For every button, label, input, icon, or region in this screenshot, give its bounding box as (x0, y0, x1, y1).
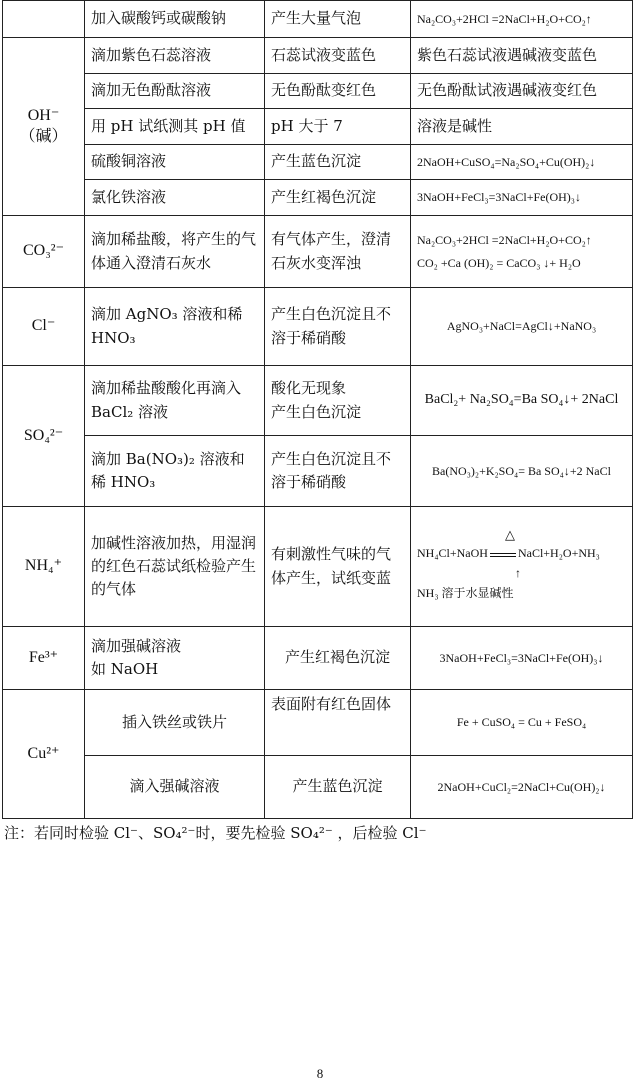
equation-cell: Ba(NO₃)₂+K₂SO₄= Ba SO₄↓+2 NaCl (411, 436, 633, 507)
footnote: 注：若同时检验 Cl⁻、SO₄²⁻时，要先检验 SO₄²⁻ ，后检验 Cl⁻ (4, 824, 427, 842)
table-row (3, 109, 633, 145)
equation-note: NH₃ 溶于水显碱性 (417, 586, 514, 601)
table-row (3, 627, 633, 690)
table-row (3, 145, 633, 180)
table-row (3, 690, 633, 756)
table-row (3, 288, 633, 366)
table-row (3, 756, 633, 819)
heat-symbol: △ (505, 527, 515, 543)
equals-sign (490, 553, 516, 557)
operation-cell: 氯化铁溶液 (85, 180, 265, 216)
ion-cell-so4: SO₄²⁻ (3, 366, 85, 507)
ion-cell (3, 1, 85, 38)
page-number: 8 (316, 1066, 324, 1081)
phenomenon-cell: 石蕊试液变蓝色 (265, 38, 411, 74)
equation-cell: 溶液是碱性 (411, 109, 633, 145)
ion-cell-cu: Cu²⁺ (3, 690, 85, 819)
table-row (3, 180, 633, 216)
table-row (3, 507, 633, 627)
ion-test-table-container (2, 0, 632, 819)
equation-cell: 紫色石蕊试液遇碱液变蓝色 (411, 38, 633, 74)
equation-cell: BaCl₂+ Na₂SO₄=Ba SO₄↓+ 2NaCl (411, 366, 633, 436)
operation-cell: 滴加稀盐酸，将产生的气体通入澄清石灰水 (85, 216, 265, 288)
equation-cell: AgNO₃+NaCl=AgCl↓+NaNO₃ (411, 288, 633, 366)
phenomenon-cell: 产生红褐色沉淀 (265, 180, 411, 216)
ion-cell-nh4: NH₄⁺ (3, 507, 85, 627)
phenomenon-cell: 产生白色沉淀且不溶于稀硝酸 (265, 288, 411, 366)
reaction-line (417, 542, 626, 565)
equation-cell: 无色酚酞试液遇碱液变红色 (411, 74, 633, 109)
equation-cell: Na₂CO₃+2HCl =2NaCl+H₂O+CO₂↑ (411, 1, 633, 38)
table-row (3, 366, 633, 436)
operation-cell: 加入碳酸钙或碳酸钠 (85, 1, 265, 38)
operation-cell: 滴加 AgNO₃ 溶液和稀 HNO₃ (85, 288, 265, 366)
table-row (3, 216, 633, 288)
reactants: NH₄Cl+NaOH (417, 546, 488, 561)
table-row (3, 436, 633, 507)
equation-cell: 2NaOH+CuSO₄=Na₂SO₄+Cu(OH)₂↓ (411, 145, 633, 180)
equation-cell (411, 507, 633, 627)
phenomenon-cell: 有刺激性气味的气体产生，试纸变蓝 (265, 507, 411, 627)
phenomenon-cell: 酸化无现象 产生白色沉淀 (265, 366, 411, 436)
ion-cell-cl: Cl⁻ (3, 288, 85, 366)
ion-cell-co3: CO₃²⁻ (3, 216, 85, 288)
phenomenon-cell: 产生蓝色沉淀 (265, 145, 411, 180)
ion-cell-fe: Fe³⁺ (3, 627, 85, 690)
equation-cell: 2NaOH+CuCl₂=2NaCl+Cu(OH)₂↓ (411, 756, 633, 819)
phenomenon-cell: 有气体产生，澄清石灰水变浑浊 (265, 216, 411, 288)
phenomenon-cell: 产生白色沉淀且不溶于稀硝酸 (265, 436, 411, 507)
phenomenon-cell: 产生红褐色沉淀 (265, 627, 411, 690)
operation-cell: 滴加紫色石蕊溶液 (85, 38, 265, 74)
operation-cell: 滴加稀盐酸酸化再滴入 BaCl₂ 溶液 (85, 366, 265, 436)
phenomenon-cell: 产生蓝色沉淀 (265, 756, 411, 819)
table-row (3, 1, 633, 38)
equation-cell: 3NaOH+FeCl₃=3NaCl+Fe(OH)₃↓ (411, 180, 633, 216)
operation-cell: 插入铁丝或铁片 (85, 690, 265, 756)
table-row (3, 74, 633, 109)
ion-cell-oh: OH⁻ （碱） (3, 38, 85, 216)
ion-test-table (2, 0, 633, 819)
operation-cell: 滴加强碱溶液 如 NaOH (85, 627, 265, 690)
phenomenon-cell: 表面附有红色固体 (265, 690, 411, 756)
phenomenon-cell: 产生大量气泡 (265, 1, 411, 38)
phenomenon-cell: 无色酚酞变红色 (265, 74, 411, 109)
operation-cell: 加碱性溶液加热，用湿润的红色石蕊试纸检验产生的气体 (85, 507, 265, 627)
operation-cell: 用 pH 试纸测其 pH 值 (85, 109, 265, 145)
phenomenon-cell: pH 大于 7 (265, 109, 411, 145)
operation-cell: 滴入强碱溶液 (85, 756, 265, 819)
equation-cell: Fe + CuSO₄ = Cu + FeSO₄ (411, 690, 633, 756)
operation-cell: 硫酸铜溶液 (85, 145, 265, 180)
table-row (3, 38, 633, 74)
operation-cell: 滴加 Ba(NO₃)₂ 溶液和稀 HNO₃ (85, 436, 265, 507)
equation-cell: Na₂CO₃+2HCl =2NaCl+H₂O+CO₂↑ CO₂ +Ca (OH)₂ = CaCO₃ ↓+ H₂O (411, 216, 633, 288)
gas-arrow-icon: ↑ (515, 566, 521, 581)
operation-cell: 滴加无色酚酞溶液 (85, 74, 265, 109)
products: NaCl+H₂O+NH₃ (517, 546, 600, 561)
equation-cell: 3NaOH+FeCl₃=3NaCl+Fe(OH)₃↓ (411, 627, 633, 690)
